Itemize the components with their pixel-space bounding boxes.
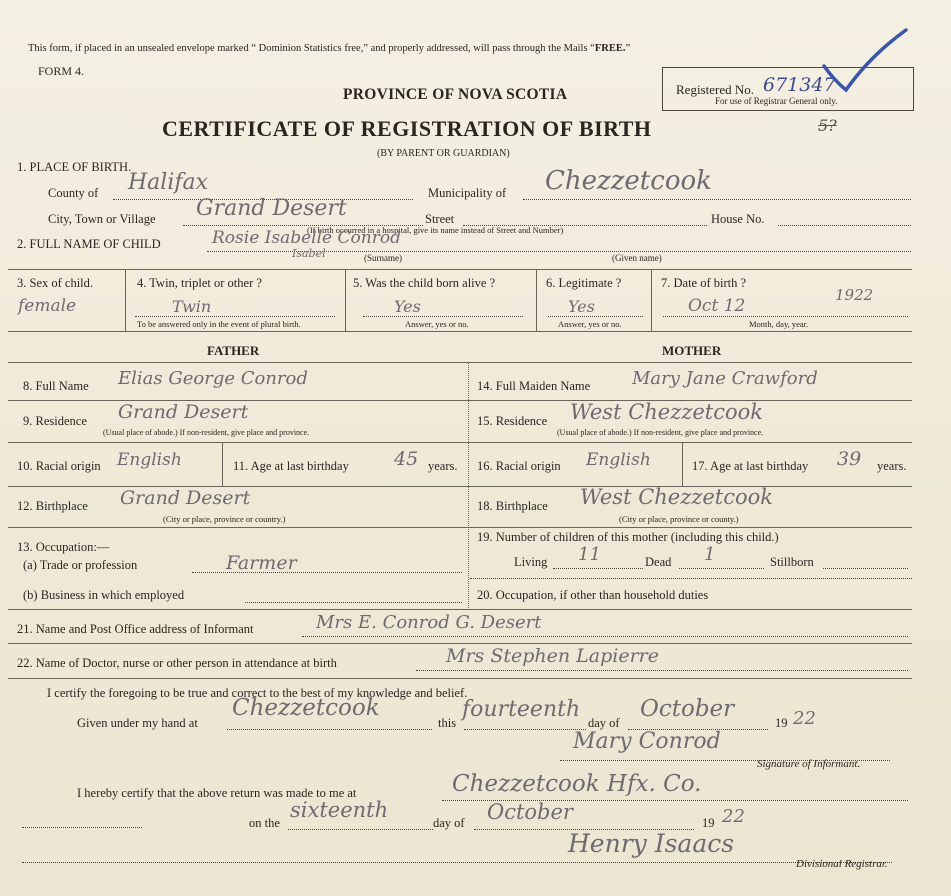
informant-label: 21. Name and Post Office address of Informant	[17, 622, 254, 636]
given-label: Given under my hand at	[77, 716, 198, 730]
dob-note: Month, day, year.	[749, 319, 809, 329]
father-birth-label: 12. Birthplace	[17, 499, 88, 513]
registered-label: Registered No.	[676, 82, 754, 97]
mother-age-value: 39	[837, 448, 862, 470]
legit-label: 6. Legitimate ?	[546, 276, 622, 290]
mother-occ-label: 20. Occupation, if other than household duties	[477, 588, 709, 602]
page-title: CERTIFICATE OF REGISTRATION OF BIRTH	[162, 116, 652, 141]
province-heading: PROVINCE OF NOVA SCOTIA	[343, 86, 568, 103]
given-year-prefix: 19	[775, 716, 788, 730]
child-name-value: Rosie Isabelle Conrod	[212, 228, 401, 248]
municipality-label: Municipality of	[428, 186, 507, 200]
mother-racial-label: 16. Racial origin	[477, 459, 561, 473]
father-birth-value: Grand Desert	[120, 487, 251, 509]
registered-number: 671347	[763, 74, 836, 96]
doctor-label: 22. Name of Doctor, nurse or other person in attendance at birth	[17, 656, 337, 670]
given-caption: (Given name)	[612, 253, 662, 263]
mother-res-note: (Usual place of abode.) If non-resident, give place and province.	[557, 428, 764, 437]
municipality-value: Chezzetcook	[545, 166, 712, 196]
sex-value: female	[18, 296, 77, 316]
mother-heading: MOTHER	[662, 343, 722, 358]
father-res-note: (Usual place of abode.) If non-resident, give place and province.	[103, 428, 310, 437]
mother-res-label: 15. Residence	[477, 414, 548, 428]
father-racial-value: English	[117, 450, 182, 470]
strike-mark: 5?	[818, 116, 837, 135]
registrar-signature-label: Divisional Registrar.	[796, 858, 888, 870]
dead-value: 1	[704, 544, 716, 565]
child-name-label: 2. FULL NAME OF CHILD	[17, 237, 161, 251]
father-birth-note: (City or place, province or country.)	[163, 514, 286, 524]
mother-res-value: West Chezzetcook	[570, 400, 763, 424]
registrar-statement: I hereby certify that the above return was made to me at	[77, 786, 357, 800]
place-label: 1. PLACE OF BIRTH.	[17, 160, 132, 174]
father-res-label: 9. Residence	[23, 414, 87, 428]
legit-note: Answer, yes or no.	[558, 319, 622, 329]
father-years: years.	[428, 459, 458, 473]
father-racial-label: 10. Racial origin	[17, 459, 101, 473]
given-year: 22	[793, 708, 816, 729]
mother-children-label: 19. Number of children of this mother (including this child.)	[477, 530, 779, 544]
informant-signature-label: Signature of Informant.	[757, 758, 861, 770]
trade-label: (a) Trade or profession	[23, 558, 138, 572]
on-label: on the	[249, 816, 280, 830]
twin-label: 4. Twin, triplet or other ?	[137, 276, 262, 290]
mail-free: FREE.	[594, 43, 626, 54]
hospital-note: (If birth occurred in a hospital, give its name instead of Street and Number)	[307, 225, 564, 235]
street-label: Street	[425, 212, 455, 226]
mother-racial-value: English	[586, 450, 651, 470]
living-value: 11	[578, 544, 601, 565]
house-label: House No.	[711, 212, 765, 226]
dob-value: Oct 12	[688, 296, 746, 316]
mail-notice-end: ”	[625, 43, 631, 54]
father-age-value: 45	[394, 448, 419, 470]
child-name-alt: Isabel	[292, 247, 326, 260]
informant-value: Mrs E. Conrod G. Desert	[316, 612, 542, 633]
given-day-label: day of	[588, 716, 620, 730]
mother-birth-label: 18. Birthplace	[477, 499, 548, 513]
alive-note: Answer, yes or no.	[405, 319, 469, 329]
city-label: City, Town or Village	[48, 212, 156, 226]
informant-signature: Mary Conrod	[573, 729, 721, 754]
form-number: FORM 4.	[38, 64, 85, 78]
city-value: Grand Desert	[196, 196, 347, 221]
mail-notice-text: This form, if placed in an unsealed envelope marked “ Dominion Statistics free,” and properly addressed, will pass through the Mails “	[28, 43, 595, 54]
registrar-signature: Henry Isaacs	[568, 829, 735, 858]
county-value: Halifax	[128, 170, 209, 195]
mother-years: years.	[877, 459, 907, 473]
father-name-label: 8. Full Name	[23, 379, 89, 393]
given-month: October	[640, 696, 735, 722]
mother-age-label: 17. Age at last birthday	[692, 459, 809, 473]
sex-label: 3. Sex of child.	[17, 276, 94, 290]
given-day: fourteenth	[462, 697, 581, 722]
this-label: this	[438, 716, 457, 730]
father-occ-label: 13. Occupation:—	[17, 540, 110, 554]
business-label: (b) Business in which employed	[23, 588, 185, 602]
trade-value: Farmer	[226, 552, 297, 574]
father-name-value: Elias George Conrod	[118, 368, 308, 389]
legit-value: Yes	[568, 297, 595, 316]
registrar-note: For use of Registrar General only.	[715, 96, 838, 106]
given-place: Chezzetcook	[232, 695, 380, 721]
doctor-value: Mrs Stephen Lapierre	[446, 645, 659, 667]
surname-caption: (Surname)	[364, 253, 402, 263]
registrar-year-prefix: 19	[702, 816, 715, 830]
stillborn-label: Stillborn	[770, 555, 814, 569]
twin-note: To be answered only in the event of plural birth.	[137, 319, 301, 329]
dob-year: 1922	[835, 286, 874, 304]
father-age-label: 11. Age at last birthday	[233, 459, 349, 473]
registrar-place: Chezzetcook Hfx. Co.	[452, 771, 702, 797]
alive-value: Yes	[394, 297, 421, 316]
county-label: County of	[48, 186, 99, 200]
mother-name-label: 14. Full Maiden Name	[477, 379, 591, 393]
mother-birth-note: (City or place, province or county.)	[619, 514, 739, 524]
registrar-day: sixteenth	[290, 798, 389, 822]
mother-name-value: Mary Jane Crawford	[632, 368, 818, 389]
mail-notice	[28, 43, 630, 54]
certify-statement: I certify the foregoing to be true and correct to the best of my knowledge and belief.	[47, 686, 468, 700]
alive-label: 5. Was the child born alive ?	[353, 276, 496, 290]
living-label: Living	[514, 555, 548, 569]
registrar-day-label: day of	[433, 816, 465, 830]
father-res-value: Grand Desert	[118, 401, 249, 423]
checkmark-icon	[820, 26, 910, 96]
page-subtitle: (BY PARENT OR GUARDIAN)	[377, 148, 510, 159]
registrar-year: 22	[722, 806, 745, 827]
twin-value: Twin	[172, 297, 212, 316]
registrar-month: October	[487, 800, 573, 824]
father-heading: FATHER	[207, 343, 260, 358]
mother-birth-value: West Chezzetcook	[580, 485, 773, 509]
dead-label: Dead	[645, 555, 672, 569]
dob-label: 7. Date of birth ?	[661, 276, 747, 290]
